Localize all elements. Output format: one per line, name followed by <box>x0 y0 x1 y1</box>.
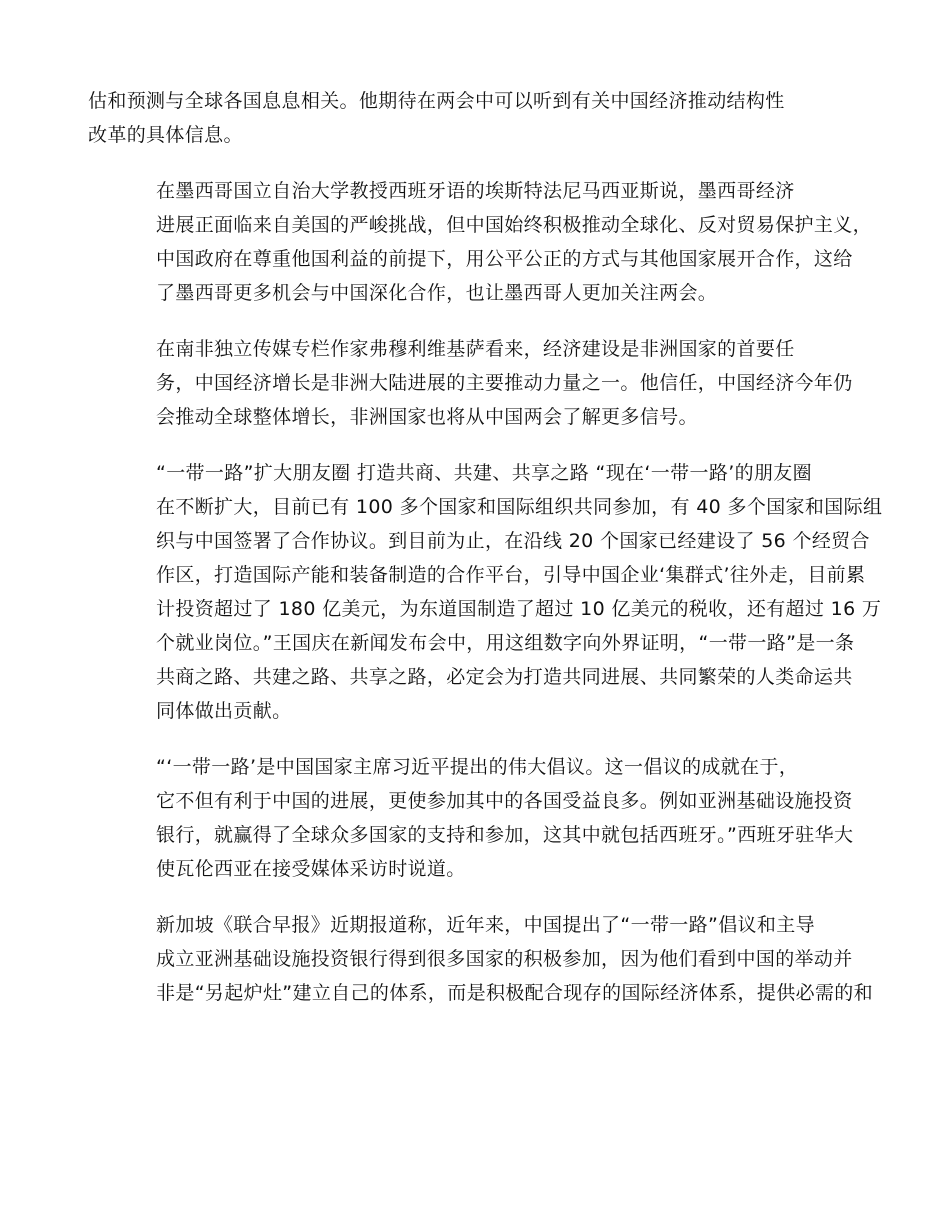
paragraph-3 <box>88 332 863 434</box>
text-line: 改革的具体信息。 <box>88 124 243 146</box>
text-line: 在墨西哥国立自治大学教授西班牙语的埃斯特法尼马西亚斯说，墨西哥经济 <box>156 180 795 202</box>
text-line: 银行，就赢得了全球众多国家的支持和参加，这其中就包括西班牙。”西班牙驻华大 <box>156 824 854 846</box>
document-body <box>88 84 883 1032</box>
text-line: 估和预测与全球各国息息相关。他期待在两会中可以听到有关中国经济推动结构性 <box>88 90 785 112</box>
paragraph-2 <box>88 174 872 310</box>
paragraph-1 <box>88 84 863 152</box>
text-line: 在不断扩大，目前已有 100 多个国家和国际组织共同参加，有 40 多个国家和国际组 <box>156 496 883 518</box>
text-line: 了墨西哥更多机会与中国深化合作，也让墨西哥人更加关注两会。 <box>156 282 718 304</box>
text-line: 共商之路、共建之路、共享之路，必定会为打造共同进展、共同繁荣的人类命运共 <box>156 666 853 688</box>
text-line: 使瓦伦西亚在接受媒体采访时说道。 <box>156 858 466 880</box>
paragraph-4 <box>88 456 883 728</box>
text-line: 中国政府在尊重他国利益的前提下，用公平公正的方式与其他国家展开合作，这给 <box>156 248 853 270</box>
text-line: 成立亚洲基础设施投资银行得到很多国家的积极参加，因为他们看到中国的举动并 <box>156 948 853 970</box>
text-line: 个就业岗位。”王国庆在新闻发布会中，用这组数字向外界证明，“一带一路”是一条 <box>156 632 855 654</box>
text-line: 务，中国经济增长是非洲大陆进展的主要推动力量之一。他信任，中国经济今年仍 <box>156 372 853 394</box>
text-line: 在南非独立传媒专栏作家弗穆利维基萨看来，经济建设是非洲国家的首要任 <box>156 338 795 360</box>
paragraph-6 <box>88 908 873 1010</box>
paragraph-5 <box>88 750 863 886</box>
text-line: 织与中国签署了合作协议。到目前为止，在沿线 20 个国家已经建设了 56 个经贸合 <box>156 530 870 552</box>
text-line: 非是“另起炉灶”建立自己的体系，而是积极配合现存的国际经济体系，提供必需的和 <box>156 982 873 1004</box>
text-line: 计投资超过了 180 亿美元，为东道国制造了超过 10 亿美元的税收，还有超过 16 万 <box>156 598 882 620</box>
text-line: 作区，打造国际产能和装备制造的合作平台，引导中国企业‘集群式’往外走，目前累 <box>156 564 866 586</box>
text-line: 它不但有利于中国的进展，更使参加其中的各国受益良多。例如亚洲基础设施投资 <box>156 790 853 812</box>
text-line: 新加坡《联合早报》近期报道称，近年来，中国提出了“一带一路”倡议和主导 <box>156 914 815 936</box>
text-line: 同体做出贡献。 <box>156 700 292 722</box>
text-line: 会推动全球整体增长，非洲国家也将从中国两会了解更多信号。 <box>156 406 698 428</box>
text-line: “一带一路”扩大朋友圈 打造共商、共建、共享之路 “现在‘一带一路’的朋友圈 <box>156 462 812 484</box>
text-line: “‘一带一路’是中国国家主席习近平提出的伟大倡议。这一倡议的成就在于， <box>156 756 799 778</box>
text-line: 进展正面临来自美国的严峻挑战，但中国始终积极推动全球化、反对贸易保护主义， <box>156 214 872 236</box>
